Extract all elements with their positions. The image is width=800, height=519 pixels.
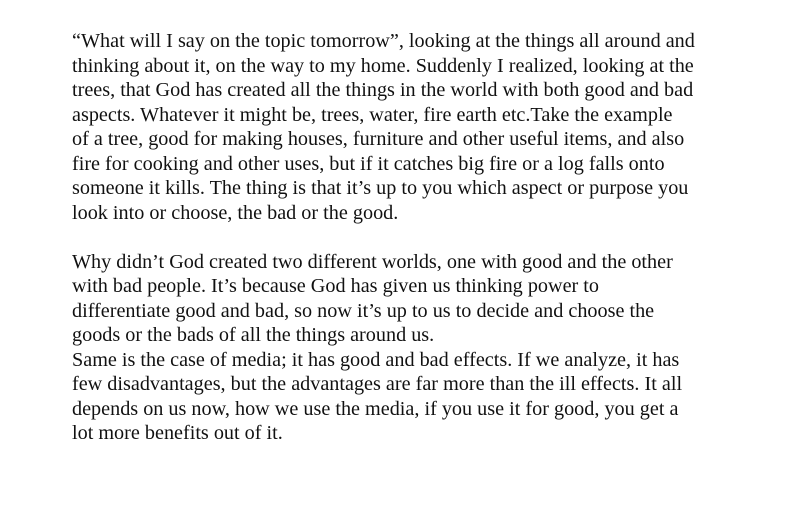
paragraph-line: depends on us now, how we use the media, if you use it for good, you get a [72, 397, 679, 420]
paragraph-line: fire for cooking and other uses, but if it catches big fire or a log falls onto [72, 152, 665, 175]
paragraph-line: goods or the bads of all the things around us. [72, 324, 435, 346]
document-text [72, 29, 772, 446]
paragraph-line: Why didn’t God created two different worlds, one with good and the other [72, 250, 673, 273]
paragraph-line: of a tree, good for making houses, furniture and other useful items, and also [72, 128, 685, 150]
paragraph-line: aspects. Whatever it might be, trees, water, fire earth etc.Take the example [72, 103, 673, 126]
paragraph-1 [72, 29, 772, 225]
paragraph-gap [72, 225, 772, 250]
paragraph-line: few disadvantages, but the advantages are far more than the ill effects. It all [72, 373, 683, 395]
paragraph-line: with bad people. It’s because God has given us thinking power to [72, 275, 600, 297]
paragraph-line: Same is the case of media; it has good and bad effects. If we analyze, it has [72, 348, 680, 371]
paragraph-2 [72, 250, 772, 348]
paragraph-line: differentiate good and bad, so now it’s up to us to decide and choose the [72, 299, 655, 322]
paragraph-line: thinking about it, on the way to my home. Suddenly I realized, looking at the [72, 54, 694, 77]
paragraph-line: “What will I say on the topic tomorrow”, looking at the things all around and [72, 30, 695, 52]
paragraph-line: someone it kills. The thing is that it’s up to you which aspect or purpose you [72, 177, 689, 199]
paragraph-line: trees, that God has created all the things in the world with both good and bad [72, 79, 694, 101]
paragraph-line: look into or choose, the bad or the good. [72, 201, 399, 224]
paragraph-3 [72, 348, 772, 446]
paragraph-line: lot more benefits out of it. [72, 422, 283, 444]
